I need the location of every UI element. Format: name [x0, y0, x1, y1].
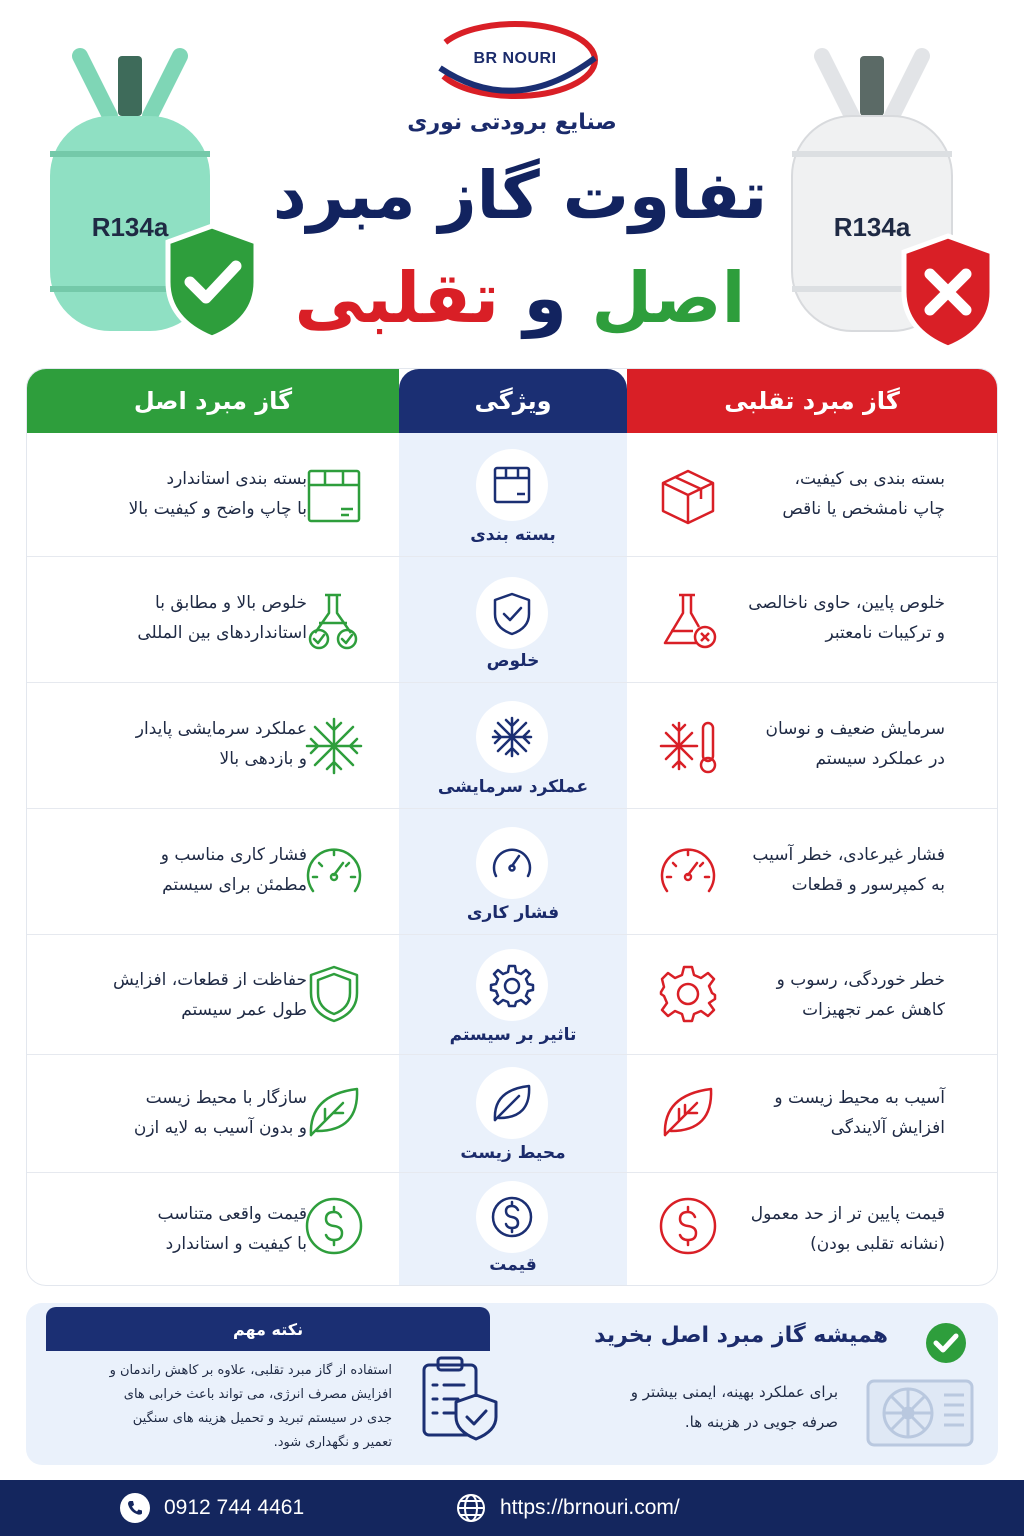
leaf-icon	[657, 1081, 719, 1143]
gauge-icon	[657, 841, 719, 903]
fake-description	[705, 464, 945, 524]
fake-cylinder-label: R134a	[833, 212, 911, 242]
advice-line: صرفه جویی در هزینه ها.	[684, 1413, 838, 1431]
orig-desc-line1: خلوص بالا و مطابق با	[155, 593, 307, 613]
note-line: تعمیر و نگهداری شود.	[273, 1435, 392, 1450]
check-circle-icon	[924, 1321, 968, 1365]
fake-desc-line2: افزایش آلایندگی	[830, 1118, 945, 1138]
fake-desc-line1: آسیب به محیط زیست و	[774, 1088, 945, 1108]
page-title: تفاوت گاز مبرد	[272, 157, 768, 234]
table-row	[27, 433, 997, 557]
fake-desc-line1: خطر خوردگی، رسوب و	[776, 970, 945, 990]
fake-description	[705, 1199, 945, 1259]
gear-icon	[657, 963, 719, 1025]
header-original: گاز مبرد اصل	[27, 369, 399, 433]
feature-label: تاثیر بر سیستم	[449, 1025, 577, 1045]
bottom-panel	[26, 1303, 998, 1465]
check-shield-icon	[162, 222, 262, 342]
fake-description	[705, 588, 945, 648]
leaf-icon	[476, 1067, 548, 1139]
title-and: و	[523, 257, 568, 339]
footer-phone[interactable]	[120, 1480, 304, 1536]
fake-desc-line2: کاهش عمر تجهیزات	[802, 1000, 945, 1020]
fake-description	[705, 1083, 945, 1143]
original-description	[77, 1199, 307, 1259]
note-title: نکته مهم	[46, 1307, 490, 1351]
fake-description	[705, 840, 945, 900]
gauge-icon	[476, 827, 548, 899]
gauge-icon	[303, 841, 365, 903]
title-fake: تقلبی	[294, 257, 500, 339]
shield-icon	[303, 963, 365, 1025]
note-line: افزایش مصرف انرژی، می تواند باعث خرابی های	[123, 1387, 392, 1402]
box-icon	[657, 465, 719, 527]
phone-number: 0912 744 4461	[164, 1496, 305, 1519]
orig-desc-line2: استانداردهای بین المللی	[137, 623, 307, 643]
table-row	[27, 1055, 997, 1173]
dollar-icon	[476, 1181, 548, 1253]
fake-desc-line1: قیمت پایین تر از حد معمول	[750, 1204, 945, 1224]
box-icon	[303, 465, 365, 527]
orig-desc-line1: فشار کاری مناسب و	[160, 845, 307, 865]
feature-label: عملکرد سرمایشی	[437, 777, 589, 797]
box-icon	[476, 449, 548, 521]
title-original: اصل	[591, 257, 746, 339]
orig-desc-line1: بسته بندی استاندارد	[166, 469, 307, 489]
snowflake-icon	[476, 701, 548, 773]
orig-desc-line1: قیمت واقعی متناسب	[157, 1204, 307, 1224]
original-description	[77, 965, 307, 1025]
fake-desc-line2: چاپ نامشخص یا ناقص	[782, 499, 945, 519]
feature-label: بسته بندی	[470, 525, 556, 545]
fake-desc-line2: در عملکرد سیستم	[815, 749, 945, 769]
advice-title: همیشه گاز مبرد اصل بخرید	[594, 1323, 888, 1348]
fake-description	[705, 714, 945, 774]
fake-desc-line1: سرمایش ضعیف و نوسان	[765, 719, 945, 739]
note-text	[62, 1359, 392, 1455]
original-cylinder-label: R134a	[91, 212, 169, 242]
orig-desc-line1: سازگار با محیط زیست	[145, 1088, 307, 1108]
table-row	[27, 935, 997, 1055]
fake-desc-line2: به کمپرسور و قطعات	[791, 875, 945, 895]
dollar-icon	[657, 1195, 719, 1257]
footer-website[interactable]	[456, 1480, 680, 1536]
brand-logo	[430, 18, 600, 104]
advice-line: برای عملکرد بهینه، ایمنی بیشتر و	[630, 1383, 838, 1401]
original-description	[77, 840, 307, 900]
feature-label: فشار کاری	[466, 903, 560, 923]
feature-label: خلوص	[486, 651, 540, 671]
clipboard-shield-icon	[418, 1353, 502, 1443]
orig-desc-line2: و بدون آسیب به لایه ازن	[133, 1118, 307, 1138]
orig-desc-line2: با چاپ واضح و کیفیت بالا	[128, 499, 307, 519]
air-conditioner-icon	[864, 1377, 976, 1449]
orig-desc-line2: طول عمر سیستم	[181, 1000, 307, 1020]
cross-shield-icon	[898, 232, 998, 352]
original-description	[77, 1083, 307, 1143]
gear-icon	[476, 949, 548, 1021]
snowflake-icon	[303, 715, 365, 777]
leaf-icon	[303, 1081, 365, 1143]
fake-desc-line1: خلوص پایین، حاوی ناخالصی	[748, 593, 945, 613]
feature-label: قیمت	[489, 1255, 537, 1275]
orig-desc-line2: مطمئن برای سیستم	[162, 875, 307, 895]
globe-icon	[456, 1493, 486, 1523]
table-row	[27, 557, 997, 683]
fake-desc-line2: (نشانه تقلبی بودن)	[810, 1234, 945, 1254]
table-row	[27, 683, 997, 809]
fake-desc-line2: و ترکیبات نامعتبر	[825, 623, 945, 643]
note-line: جدی در سیستم تبرید و تحمیل هزینه های سنگین	[132, 1411, 392, 1426]
original-description	[77, 464, 307, 524]
advice-text	[578, 1377, 838, 1437]
table-row	[27, 809, 997, 935]
feature-label: محیط زیست	[460, 1143, 566, 1163]
company-name: صنایع برودتی نوری	[407, 110, 617, 135]
note-line: استفاده از گاز مبرد تقلبی، علاوه بر کاهش راندمان و	[109, 1363, 392, 1378]
fake-description	[705, 965, 945, 1025]
shield-check-icon	[476, 577, 548, 649]
logo-text: BR NOURI	[473, 50, 557, 67]
table-row	[27, 1173, 997, 1286]
page-subtitle	[260, 257, 780, 339]
footer	[0, 1480, 1024, 1536]
fake-desc-line1: بسته بندی بی کیفیت،	[794, 469, 945, 489]
orig-desc-line1: حفاظت از قطعات، افزایش	[113, 970, 307, 990]
phone-icon	[120, 1493, 150, 1523]
flask-icon	[303, 589, 365, 651]
website-url: https://brnouri.com/	[500, 1496, 680, 1519]
fake-desc-line1: فشار غیرعادی، خطر آسیب	[752, 845, 945, 865]
flask-icon	[657, 589, 719, 651]
orig-desc-line1: عملکرد سرمایشی پایدار	[135, 719, 307, 739]
orig-desc-line2: با کیفیت و استاندارد	[165, 1234, 307, 1254]
original-description	[77, 588, 307, 648]
header-feature: ویژگی	[399, 369, 627, 433]
snowflake-thermometer-icon	[657, 715, 719, 777]
dollar-icon	[303, 1195, 365, 1257]
comparison-table	[26, 368, 998, 1286]
orig-desc-line2: و بازدهی بالا	[219, 749, 307, 769]
header-fake: گاز مبرد تقلبی	[627, 369, 997, 433]
original-description	[77, 714, 307, 774]
